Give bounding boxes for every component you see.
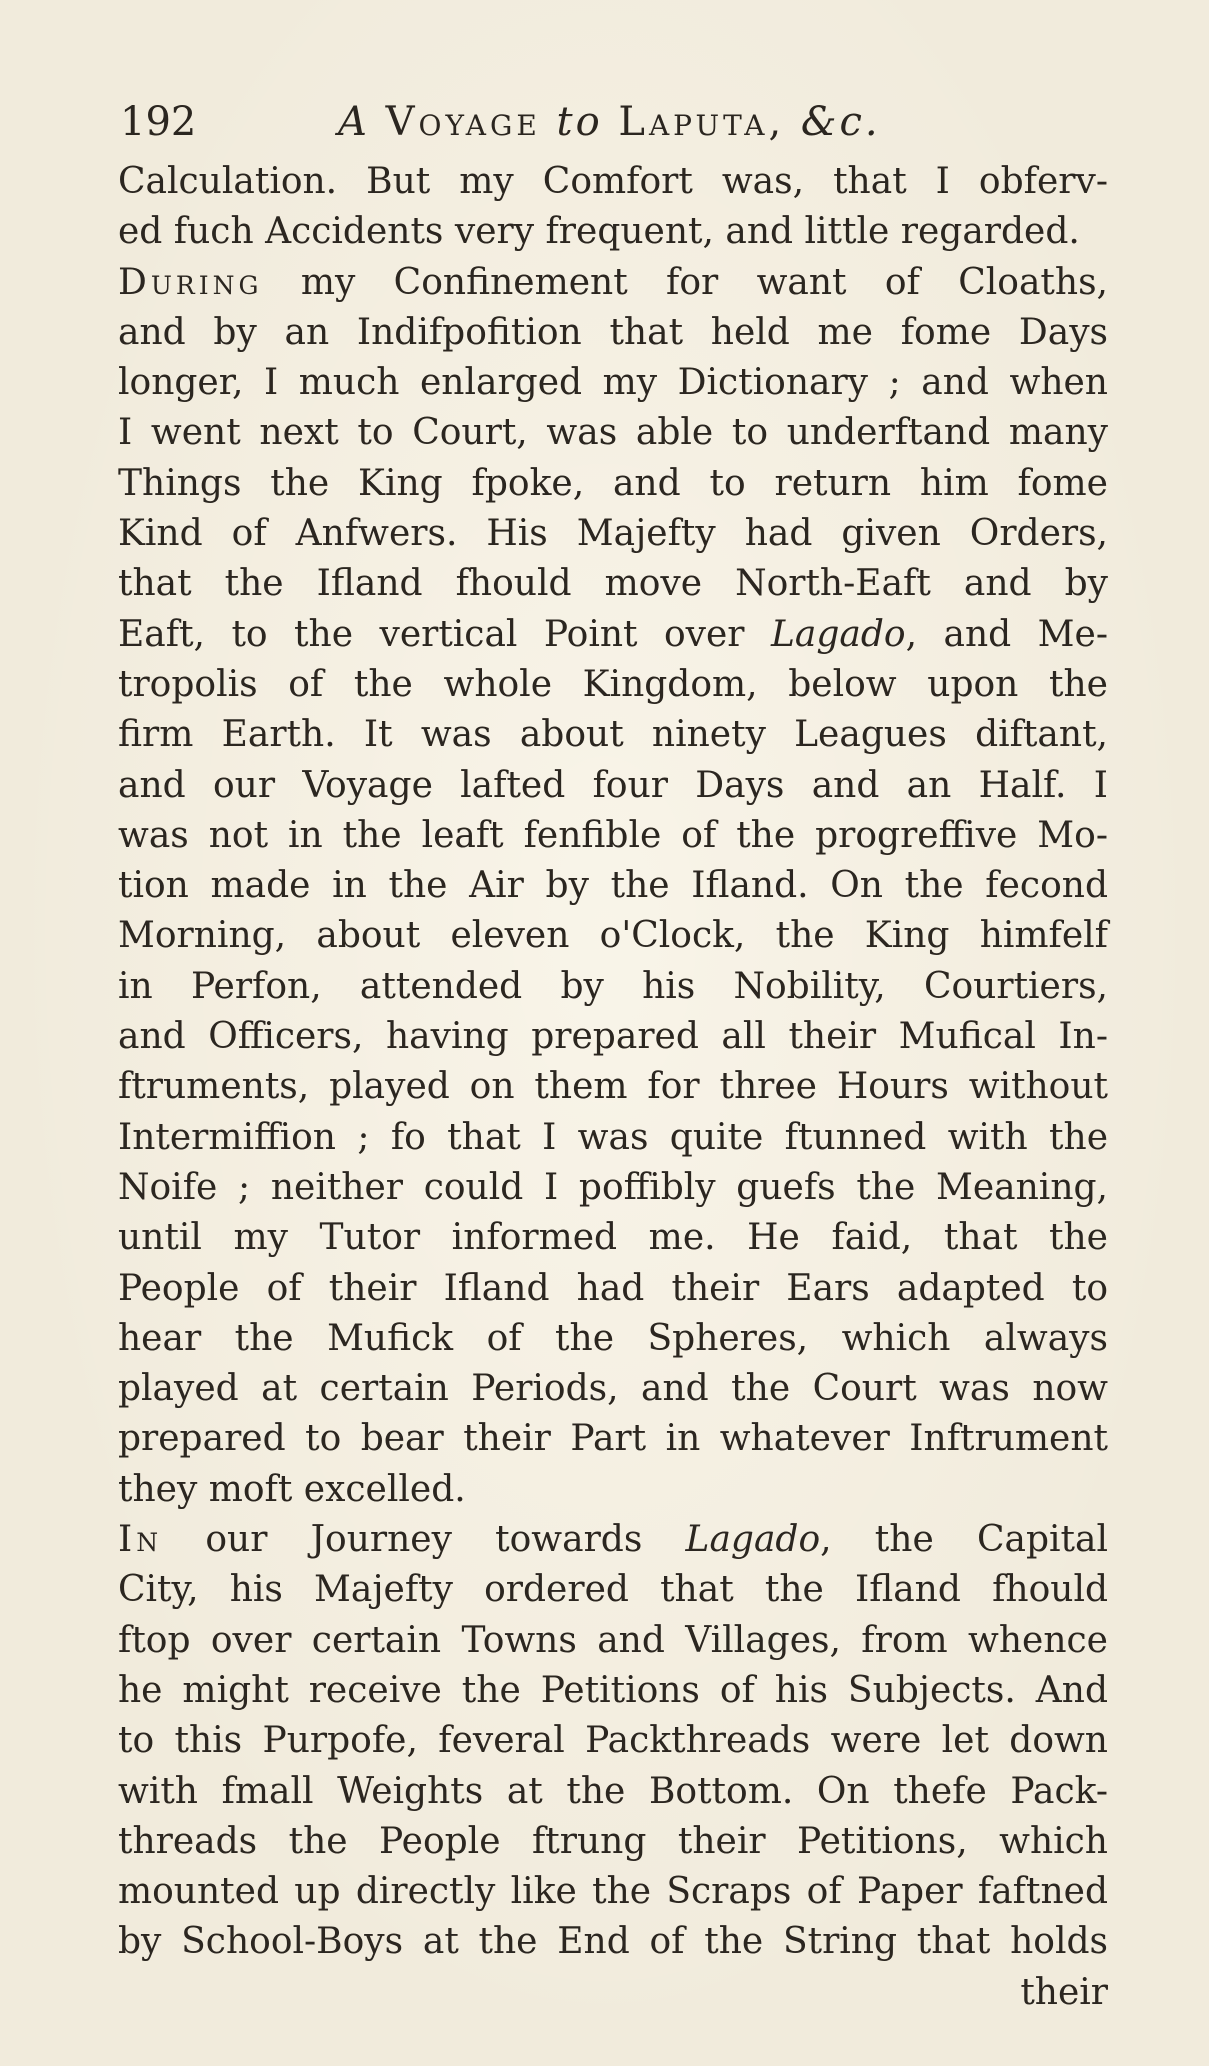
text-line (118, 358, 1108, 408)
text-line (118, 1616, 1108, 1666)
text-line (118, 1264, 1108, 1314)
line-text: firm Earth. It was about ninety Leagues diftant, (118, 714, 1108, 756)
text-line (118, 1012, 1108, 1062)
text-line (118, 157, 1108, 207)
small-caps-word: During (118, 261, 263, 303)
line-text: Noife ; neither could I poffibly guefs the Meaning, (118, 1166, 1108, 1208)
catchword (118, 1968, 1108, 2018)
text-line (118, 962, 1108, 1012)
text-line (118, 258, 1108, 308)
line-text: ftruments, played on them for three Hours without (118, 1066, 1108, 1108)
running-head (338, 92, 881, 152)
line-text: longer, I much enlarged my Dictionary ; and when (118, 362, 1108, 404)
line-text: by School-Boys at the End of the String that holds (118, 1921, 1108, 1963)
line-text: to this Purpofe, feveral Packthreads were let down (118, 1720, 1108, 1762)
text-line (118, 911, 1108, 961)
line-text: Morning, about eleven o'Clock, the King himfelf (118, 915, 1108, 957)
text-line (118, 1364, 1108, 1414)
line-text: played at certain Periods, and the Court was now (118, 1368, 1108, 1410)
line-text: mounted up directly like the Scraps of Paper faftned (118, 1871, 1108, 1913)
text-line (118, 1716, 1108, 1766)
text-line (118, 207, 1108, 257)
text-line (118, 308, 1108, 358)
line-text: tion made in the Air by the Ifland. On the fecond (118, 865, 1108, 907)
text-line (118, 861, 1108, 911)
text-line (118, 1414, 1108, 1464)
line-text: in Perfon, attended by his Nobility, Courtiers, (118, 965, 1108, 1007)
text-line (118, 459, 1108, 509)
text-line (118, 1213, 1108, 1263)
text-line (118, 610, 1108, 660)
line-text: Calculation. But my Comfort was, that I obferv- (118, 161, 1108, 202)
line-text: that the Ifland fhould move North-Eaft and by (118, 563, 1108, 605)
text-line (118, 710, 1108, 760)
line-text: Things the King fpoke, and to return him fome (118, 462, 1108, 504)
line-text: ftop over certain Towns and Villages, from whence (118, 1619, 1108, 1661)
line-text: Intermiffion ; fo that I was quite ftunned with the (118, 1116, 1108, 1158)
text-line (118, 408, 1108, 458)
italic-word: Lagado (770, 613, 906, 655)
text-line (118, 811, 1108, 861)
line-text: , and Me- (905, 613, 1108, 655)
line-text: my Confinement for want of Cloaths, (262, 261, 1108, 303)
text-line (118, 1062, 1108, 1112)
line-text: and by an Indifpofition that held me fome Days (118, 311, 1108, 353)
line-text: hear the Mufick of the Spheres, which always (118, 1317, 1108, 1359)
line-text: threads the People ftrung their Petitions, which (118, 1820, 1108, 1862)
line-text: prepared to bear their Part in whatever Inftrument (118, 1418, 1108, 1460)
text-line (118, 761, 1108, 811)
text-line (118, 1465, 1108, 1515)
text-line (118, 1867, 1108, 1917)
line-text: ed fuch Accidents very frequent, and little regarded. (118, 211, 1080, 253)
text-line (118, 1917, 1108, 1967)
text-line (118, 1565, 1108, 1615)
text-line (118, 559, 1108, 609)
line-text: I went next to Court, was able to underftand many (118, 412, 1108, 454)
line-text: was not in the leaft fenfible of the progreffive Mo- (118, 814, 1108, 856)
line-text: they moft excelled. (118, 1468, 466, 1510)
line-text: until my Tutor informed me. He faid, that the (118, 1217, 1108, 1259)
running-head-etc: &c. (800, 99, 881, 145)
running-head-voyage: Voyage (385, 99, 541, 145)
line-text: and our Voyage lafted four Days and an Half. I (118, 764, 1108, 806)
small-caps-word: In (118, 1519, 163, 1561)
text-line (118, 660, 1108, 710)
text-line (118, 1515, 1108, 1565)
line-text: he might receive the Petitions of his Subjects. And (118, 1669, 1108, 1711)
text-line (118, 1113, 1108, 1163)
running-head-to: to (556, 99, 603, 145)
text-line (118, 1163, 1108, 1213)
running-head-laputa: Laputa, (618, 99, 786, 145)
line-text: Kind of Anfwers. His Majefty had given Orders, (118, 513, 1108, 555)
page-header (120, 92, 1120, 152)
line-text: our Journey towards (162, 1519, 686, 1561)
page-number: 192 (120, 99, 197, 145)
line-text: and Officers, having prepared all their Mufical In- (118, 1016, 1108, 1058)
line-text: City, his Majefty ordered that the Ifland fhould (118, 1569, 1108, 1611)
text-line (118, 1666, 1108, 1716)
body-text (118, 157, 1108, 2018)
running-head-a: A (338, 99, 370, 145)
line-text: , the Capital (820, 1519, 1108, 1561)
text-line (118, 509, 1108, 559)
line-text: tropolis of the whole Kingdom, below upon the (118, 663, 1108, 705)
line-text: People of their Ifland had their Ears adapted to (118, 1267, 1108, 1309)
line-text: Eaft, to the vertical Point over (118, 613, 771, 655)
line-text: their (1020, 1971, 1108, 2013)
line-text: with fmall Weights at the Bottom. On thefe Pack- (118, 1770, 1108, 1812)
text-line (118, 1817, 1108, 1867)
text-line (118, 1767, 1108, 1817)
text-line (118, 1314, 1108, 1364)
italic-word: Lagado (685, 1519, 821, 1561)
